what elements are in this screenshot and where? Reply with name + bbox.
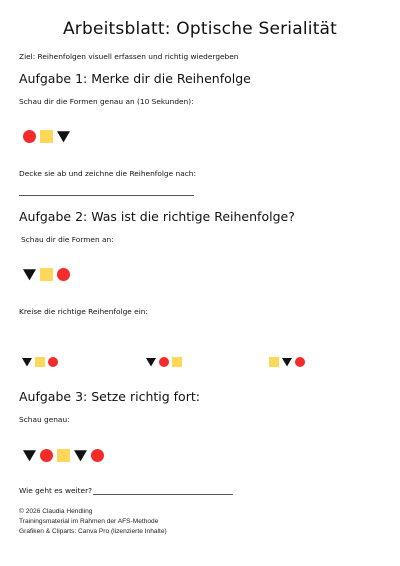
task1-instruction: Schau dir die Formen genau an (10 Sekunden): (19, 97, 194, 106)
task2-shape-sequence (23, 268, 70, 281)
black-triangle-icon (74, 449, 87, 462)
black-triangle-icon (23, 449, 36, 462)
red-circle-icon (91, 449, 104, 462)
task3-heading: Aufgabe 3: Setze richtig fort: (19, 389, 200, 404)
footer-copyright: © 2026 Claudia Hendling (19, 508, 93, 515)
task2-heading: Aufgabe 2: Was ist die richtige Reihenfolge? (19, 209, 295, 224)
task3-answer-line[interactable] (93, 486, 233, 495)
task2-instruction: Schau dir die Formen an: (21, 235, 114, 244)
task2-option-3[interactable] (269, 357, 305, 367)
red-circle-icon (23, 130, 36, 143)
task1-shape-sequence (23, 130, 70, 143)
footer-graphics-license: Grafiken & Cliparts: Canva Pro (lizenzierte Inhalte) (19, 528, 167, 535)
red-circle-icon (295, 357, 305, 367)
task1-prompt: Decke sie ab und zeichne die Reihenfolge nach: (19, 169, 196, 178)
yellow-square-icon (40, 130, 53, 143)
black-triangle-icon (23, 268, 36, 281)
yellow-square-icon (57, 449, 70, 462)
footer-credits (19, 507, 167, 537)
task3-prompt-row (19, 486, 233, 495)
task1-answer-line[interactable] (19, 195, 194, 196)
task2-prompt: Kreise die richtige Reihenfolge ein: (19, 307, 148, 316)
red-circle-icon (159, 357, 169, 367)
black-triangle-icon (282, 357, 292, 367)
yellow-square-icon (269, 357, 279, 367)
red-circle-icon (48, 357, 58, 367)
footer-method: Trainingsmaterial im Rahmen der AFS-Methode (19, 518, 159, 525)
red-circle-icon (57, 268, 70, 281)
task2-option-1[interactable] (22, 357, 58, 367)
task1-heading: Aufgabe 1: Merke dir die Reihenfolge (19, 71, 251, 86)
black-triangle-icon (22, 357, 32, 367)
task2-option-2[interactable] (146, 357, 182, 367)
worksheet-title: Arbeitsblatt: Optische Serialität (62, 19, 338, 39)
black-triangle-icon (146, 357, 156, 367)
red-circle-icon (40, 449, 53, 462)
yellow-square-icon (172, 357, 182, 367)
task3-prompt: Wie geht es weiter? (19, 486, 93, 495)
task3-shape-sequence (23, 449, 104, 462)
goal-text: Ziel: Reihenfolgen visuell erfassen und richtig wiedergeben (19, 52, 239, 61)
yellow-square-icon (35, 357, 45, 367)
yellow-square-icon (40, 268, 53, 281)
task3-instruction: Schau genau: (19, 415, 70, 424)
black-triangle-icon (57, 130, 70, 143)
